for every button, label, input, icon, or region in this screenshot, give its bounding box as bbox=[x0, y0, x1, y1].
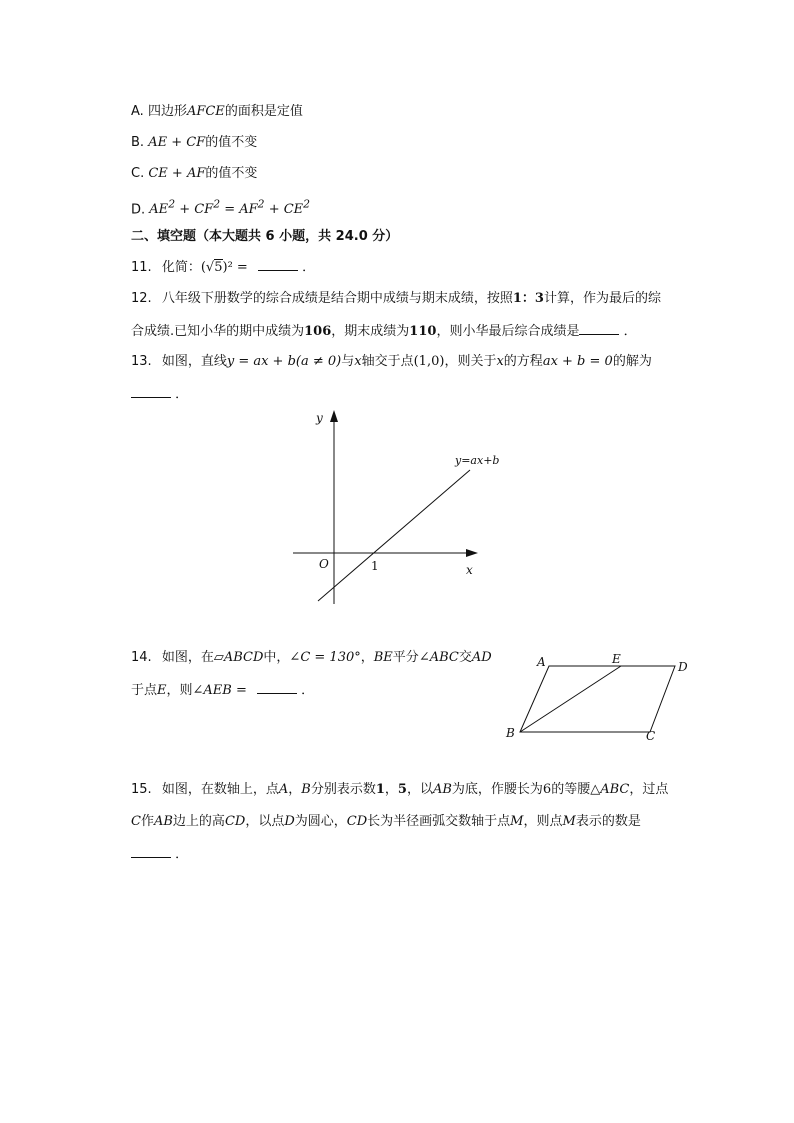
q14-parallelogram-figure bbox=[500, 650, 700, 745]
q14-text-f: 于点 bbox=[131, 683, 158, 698]
q14-period: ． bbox=[301, 683, 315, 698]
parallelogram-shape bbox=[520, 666, 675, 732]
option-b bbox=[131, 134, 257, 152]
question-14-line-2 bbox=[131, 681, 314, 700]
q15-text-m: 表示的数是 bbox=[575, 814, 641, 829]
section-title: 二、填空题（本大题共 bbox=[131, 229, 262, 244]
q15-text-c: ，以 bbox=[406, 782, 433, 797]
option-d bbox=[131, 196, 310, 219]
q14-parallelogram: ▱ABCD bbox=[213, 650, 264, 665]
q14-angle: ∠C = 130° bbox=[289, 650, 361, 665]
q15-leg: 6 bbox=[542, 782, 552, 797]
option-a bbox=[131, 103, 303, 121]
q13-number: 13. bbox=[131, 354, 152, 369]
option-a-pre: 四边形 bbox=[147, 104, 187, 119]
x-axis-label: x bbox=[466, 563, 473, 577]
q15-value-1: 1 bbox=[375, 782, 385, 797]
option-b-post: 的值不变 bbox=[205, 135, 258, 150]
q15-text-a: 如图，在数轴上，点 bbox=[161, 782, 279, 797]
q12-number: 12. bbox=[131, 291, 152, 306]
q15-ab-2: AB bbox=[153, 814, 173, 829]
option-d-math: $AE^2 + CF^2 = AF^2 + CE^2$ bbox=[149, 198, 311, 218]
vertex-e-label: E bbox=[612, 652, 621, 666]
q11-period: ． bbox=[302, 260, 316, 275]
q12-period: ． bbox=[623, 324, 637, 339]
q15-a: A bbox=[278, 782, 289, 797]
question-15-line-2 bbox=[131, 813, 641, 831]
sqrt-icon: √ bbox=[205, 260, 215, 275]
option-c-post: 的值不变 bbox=[205, 166, 258, 181]
q13-answer-blank[interactable] bbox=[131, 385, 171, 398]
q12-mid-score: 106 bbox=[304, 324, 332, 339]
q15-ab: AB bbox=[432, 782, 452, 797]
q15-text-l: ，则点 bbox=[523, 814, 563, 829]
q11-text: 化简： bbox=[161, 260, 201, 275]
option-c-math: CE + AF bbox=[148, 166, 206, 181]
section-header bbox=[131, 228, 398, 246]
q13-x-var-2: x bbox=[496, 354, 504, 369]
q15-value-2: 5 bbox=[397, 782, 407, 797]
q13-period: ． bbox=[175, 387, 189, 402]
section-mid: 小题，共 bbox=[279, 229, 332, 244]
q13-text-d: ，则关于 bbox=[444, 354, 497, 369]
q15-comma-1: ， bbox=[288, 782, 302, 797]
q12-text-b: 计算，作为最后的综 bbox=[543, 291, 661, 306]
q14-text-d: 平分 bbox=[392, 650, 419, 665]
question-15-line-1 bbox=[131, 781, 668, 799]
q13-x-var: x bbox=[354, 354, 362, 369]
q15-text-b: 分别表示数 bbox=[310, 782, 376, 797]
question-13-line-2 bbox=[131, 385, 188, 404]
q12-final-score: 110 bbox=[409, 324, 437, 339]
x-axis-arrow-icon bbox=[466, 549, 478, 557]
q15-period: ． bbox=[175, 847, 189, 862]
graph-line bbox=[318, 470, 470, 601]
q11-expression: (√5)² = bbox=[200, 260, 248, 275]
y-axis-label: y bbox=[316, 411, 323, 425]
q12-ratio: 1：3 bbox=[512, 291, 544, 306]
q13-linear-graph bbox=[290, 408, 500, 608]
q12-text-a: 八年级下册数学的综合成绩是结合期中成绩与期末成绩，按照 bbox=[161, 291, 513, 306]
q15-m-2: M bbox=[562, 814, 576, 829]
q14-answer-blank[interactable] bbox=[257, 681, 297, 694]
q13-text-e: 的方程 bbox=[503, 354, 543, 369]
option-c-label: C. bbox=[131, 166, 145, 181]
q14-text-a: 如图，在 bbox=[161, 650, 214, 665]
vertex-c-label: C bbox=[646, 729, 656, 743]
option-d-label: D. bbox=[131, 202, 146, 218]
q14-abc: ∠ABC bbox=[418, 650, 459, 665]
q15-text-h: 边上的高 bbox=[172, 814, 225, 829]
question-11 bbox=[131, 258, 315, 277]
q15-answer-blank[interactable] bbox=[131, 845, 171, 858]
option-b-label: B. bbox=[131, 135, 145, 150]
question-12-line-1 bbox=[131, 290, 661, 308]
section-score: 24.0 bbox=[335, 229, 368, 244]
q13-text-a: 如图，直线 bbox=[161, 354, 227, 369]
q15-text-e: 的等腰 bbox=[551, 782, 591, 797]
q13-equation: y = ax + b(a ≠ 0) bbox=[226, 354, 342, 369]
tick-label-1: 1 bbox=[371, 559, 379, 573]
vertex-b-label: B bbox=[506, 726, 515, 740]
option-a-math: AFCE bbox=[186, 104, 225, 119]
option-a-post: 的面积是定值 bbox=[224, 104, 303, 119]
q13-point: (1,0) bbox=[413, 354, 445, 369]
option-b-math: AE + CF bbox=[148, 135, 206, 150]
q15-number: 15. bbox=[131, 782, 152, 797]
q15-text-j: 为圆心， bbox=[294, 814, 347, 829]
q12-text-d: ，期末成绩为 bbox=[331, 324, 410, 339]
q13-text-b: 与 bbox=[341, 354, 355, 369]
y-axis-arrow-icon bbox=[330, 410, 338, 422]
q14-aeb: ∠AEB = bbox=[192, 683, 247, 698]
question-12-line-2 bbox=[131, 322, 637, 341]
q14-text-e: 交 bbox=[458, 650, 472, 665]
question-14-line-1 bbox=[131, 649, 492, 667]
section-count: 6 bbox=[265, 229, 275, 244]
q15-d: D bbox=[284, 814, 295, 829]
q15-text-f: ，过点 bbox=[629, 782, 669, 797]
q15-cd-2: CD bbox=[346, 814, 368, 829]
section-tail: 分） bbox=[372, 229, 399, 244]
q15-comma-2: ， bbox=[384, 782, 398, 797]
q11-answer-blank[interactable] bbox=[258, 258, 298, 271]
q15-text-k: 长为半径画弧交数轴于点 bbox=[367, 814, 511, 829]
question-13-line-1 bbox=[131, 353, 652, 371]
q14-text-g: ，则 bbox=[166, 683, 193, 698]
q12-text-c: 合成绩.已知小华的期中成绩为 bbox=[131, 324, 305, 339]
q11-number: 11. bbox=[131, 260, 152, 275]
q14-text-b: 中， bbox=[263, 650, 290, 665]
q14-text-c: ， bbox=[360, 650, 374, 665]
q13-text-c: 轴交于点 bbox=[361, 354, 414, 369]
q13-equation-2: ax + b = 0 bbox=[542, 354, 613, 369]
q12-text-e: ，则小华最后综合成绩是 bbox=[436, 324, 580, 339]
option-c bbox=[131, 165, 257, 183]
q15-text-d: 为底，作腰长为 bbox=[451, 782, 543, 797]
q15-text-i: ，以点 bbox=[245, 814, 285, 829]
q15-b: B bbox=[301, 782, 311, 797]
segment-be bbox=[520, 666, 621, 732]
q14-be: BE bbox=[373, 650, 393, 665]
vertex-a-label: A bbox=[537, 655, 546, 669]
q13-text-f: 的解为 bbox=[612, 354, 652, 369]
q15-c: C bbox=[131, 814, 141, 829]
vertex-d-label: D bbox=[678, 660, 688, 674]
question-15-line-3 bbox=[131, 845, 188, 864]
line-label: y=ax+b bbox=[455, 454, 500, 467]
q14-ad: AD bbox=[471, 650, 492, 665]
origin-label: O bbox=[319, 557, 329, 571]
option-a-label: A. bbox=[131, 104, 144, 119]
q15-triangle: △ABC bbox=[590, 782, 630, 797]
q15-m: M bbox=[510, 814, 524, 829]
q14-e: E bbox=[157, 683, 167, 698]
q12-answer-blank[interactable] bbox=[579, 322, 619, 335]
q14-number: 14. bbox=[131, 650, 152, 665]
q15-cd: CD bbox=[224, 814, 246, 829]
q15-text-g: 作 bbox=[140, 814, 154, 829]
